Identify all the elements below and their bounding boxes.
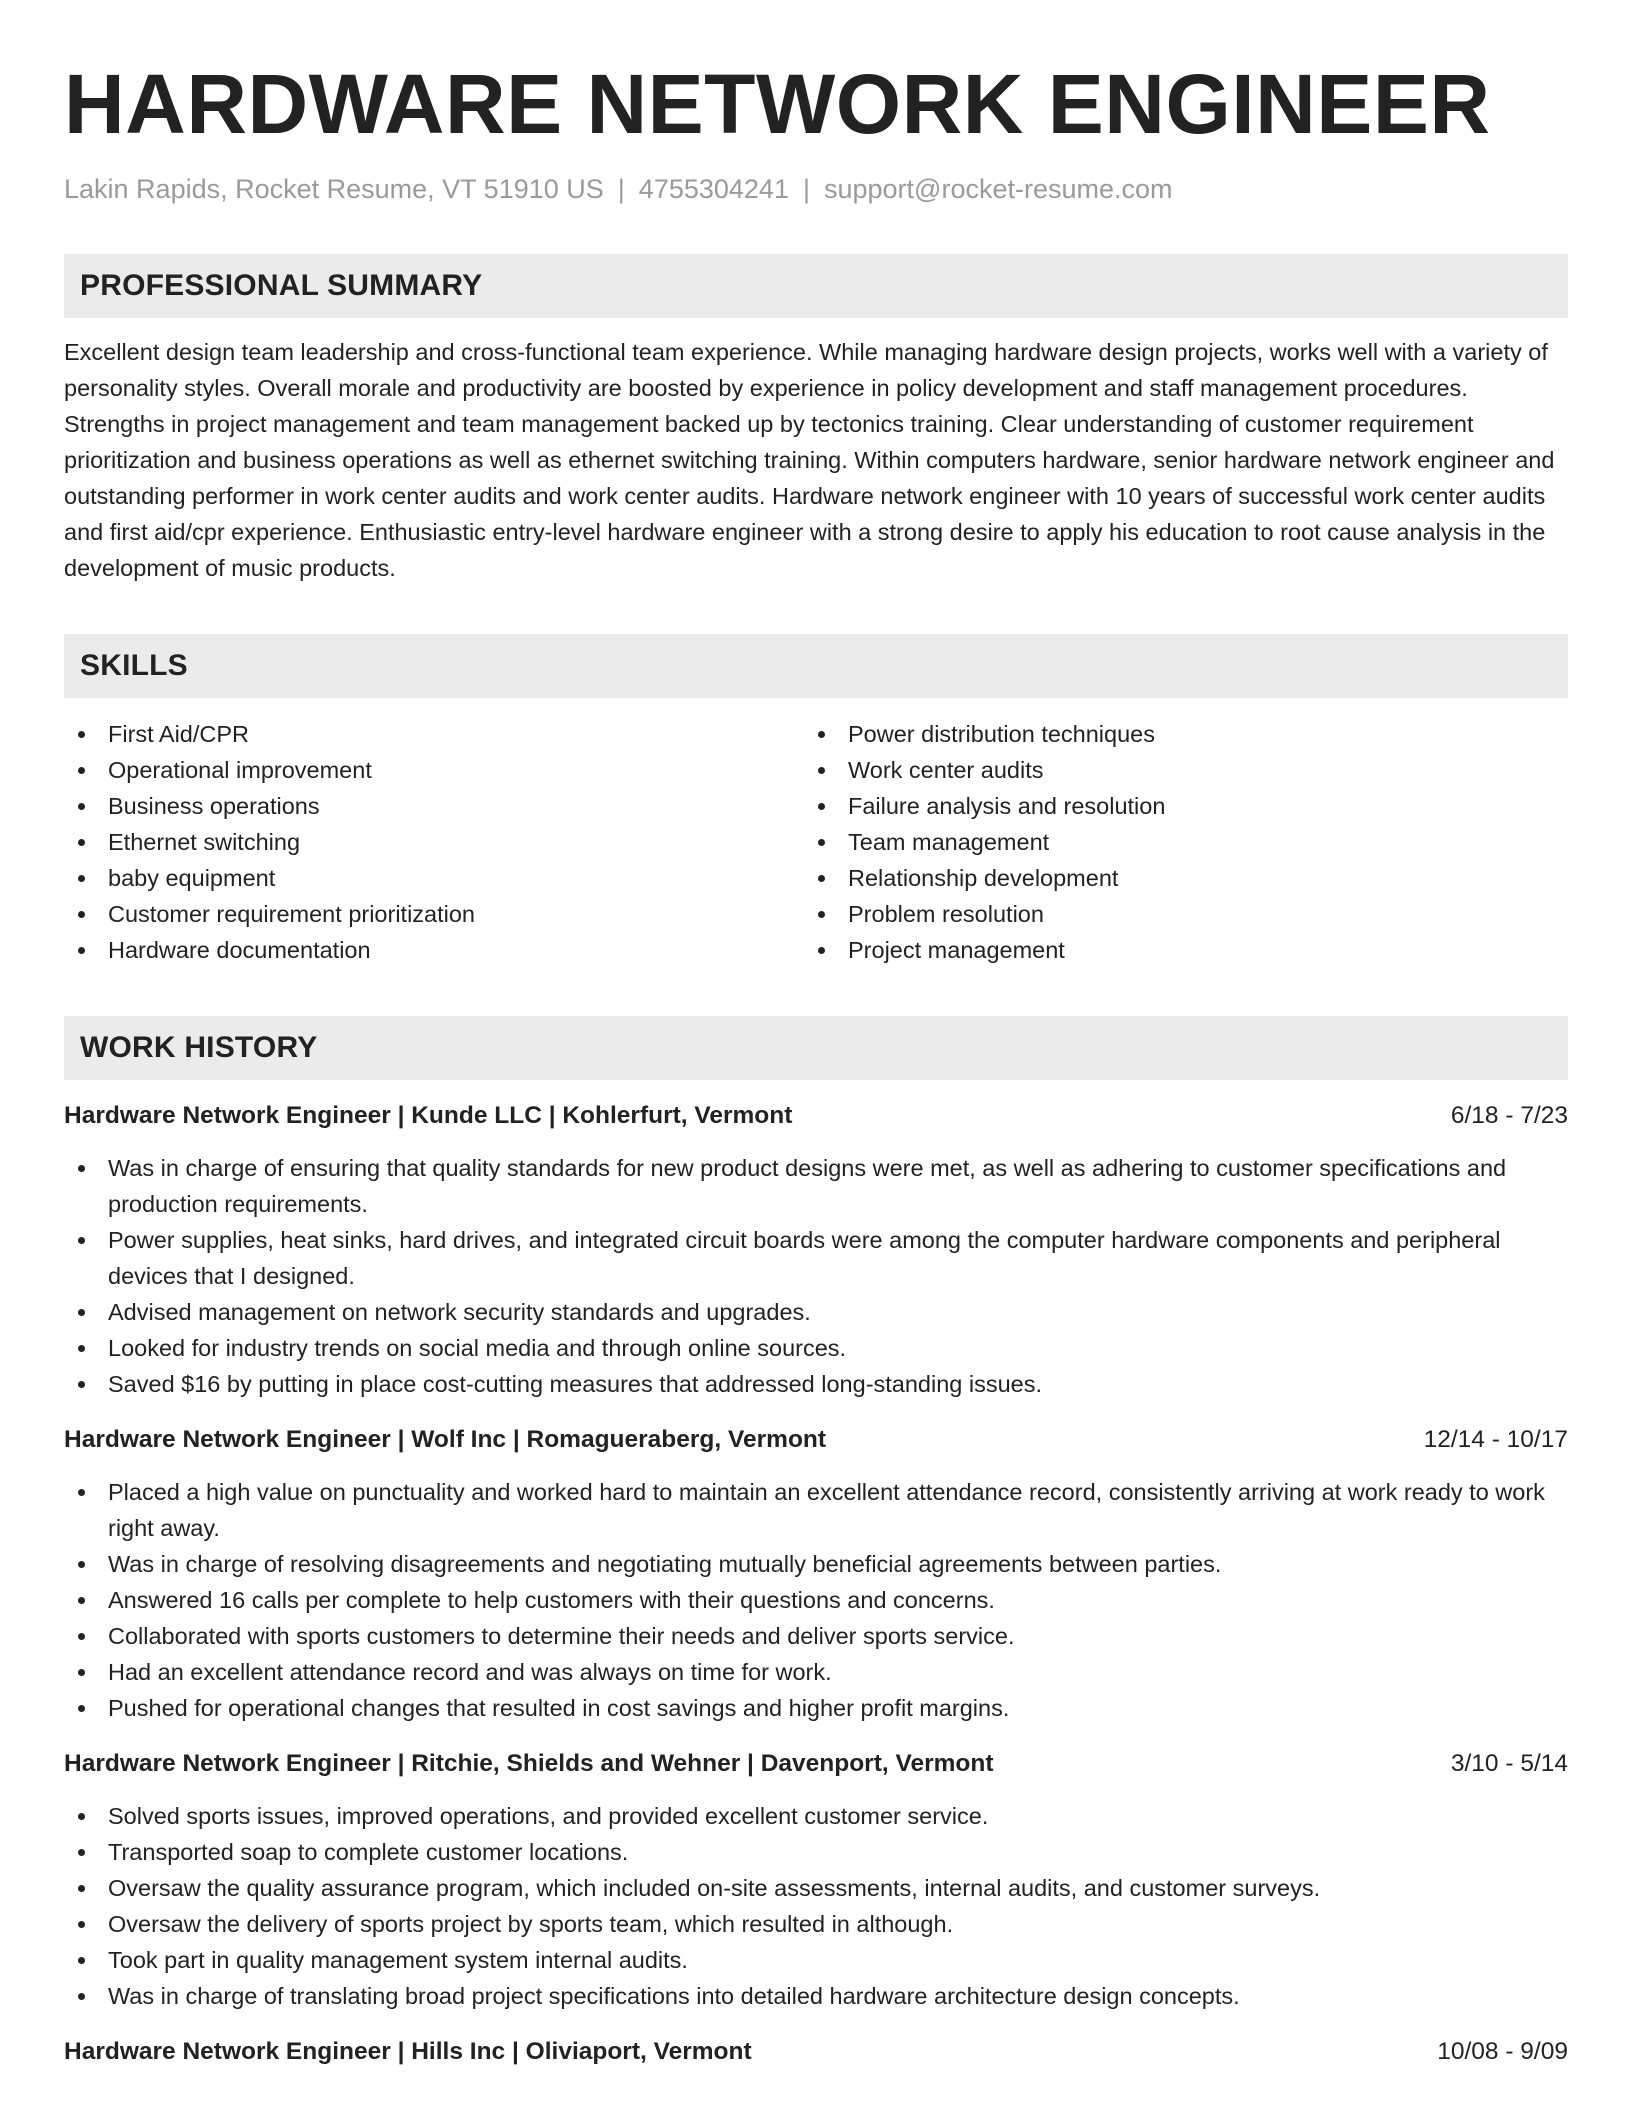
contact-phone: 4755304241 bbox=[638, 174, 789, 204]
contact-address: Lakin Rapids, Rocket Resume, VT 51910 US bbox=[64, 174, 604, 204]
duty-item: Pushed for operational changes that resulted in cost savings and higher profit margins. bbox=[64, 1690, 1568, 1726]
duty-item: Advised management on network security standards and upgrades. bbox=[64, 1294, 1568, 1330]
summary-section-heading: PROFESSIONAL SUMMARY bbox=[64, 254, 1568, 318]
contact-separator: | bbox=[802, 174, 810, 204]
skills-section-heading: SKILLS bbox=[64, 634, 1568, 698]
job-title: Hardware Network Engineer | Wolf Inc | Romagueraberg, Vermont bbox=[64, 1426, 827, 1453]
duty-item: Took part in quality management system internal audits. bbox=[64, 1942, 1568, 1978]
duty-item: Oversaw the quality assurance program, which included on-site assessments, internal audits, and customer surveys. bbox=[64, 1870, 1568, 1906]
job-header bbox=[64, 2034, 1568, 2070]
duty-item: Solved sports issues, improved operations, and provided excellent customer service. bbox=[64, 1798, 1568, 1834]
duty-item: Had an excellent attendance record and was always on time for work. bbox=[64, 1654, 1568, 1690]
duty-item: Saved $16 by putting in place cost-cutting measures that addressed long-standing issues. bbox=[64, 1366, 1568, 1402]
skill-item: Problem resolution bbox=[804, 896, 1544, 932]
skill-item: Failure analysis and resolution bbox=[804, 788, 1544, 824]
resume-title: HARDWARE NETWORK ENGINEER bbox=[64, 57, 1491, 151]
job-entry bbox=[64, 1422, 1568, 1726]
skill-item: Relationship development bbox=[804, 860, 1544, 896]
skill-item: First Aid/CPR bbox=[64, 716, 804, 752]
duty-item: Was in charge of resolving disagreements and negotiating mutually beneficial agreements between parties. bbox=[64, 1546, 1568, 1582]
skill-item: Team management bbox=[804, 824, 1544, 860]
job-entry bbox=[64, 1746, 1568, 2014]
summary-text: Excellent design team leadership and cross-functional team experience. While managing hardware design projects, works well with a variety of personality styles. Overall morale and productivity are boosted by experience in policy development and staff management procedures. Strengths in project management and team management backed up by tectonics training. Clear understanding of customer requirement prioritization and business operations as well as ethernet switching training. Within computers hardware, senior hardware network engineer and outstanding performer in work center audits and work center audits. Hardware network engineer with 10 years of successful work center audits and first aid/cpr experience. Enthusiastic entry-level hardware engineer with a strong desire to apply his education to root cause analysis in the development of music products. bbox=[64, 339, 1555, 581]
job-title: Hardware Network Engineer | Kunde LLC | Kohlerfurt, Vermont bbox=[64, 1102, 793, 1129]
duty-item: Was in charge of ensuring that quality standards for new product designs were met, as well as adhering to customer specifications and production requirements. bbox=[64, 1150, 1568, 1222]
skill-item: Project management bbox=[804, 932, 1544, 968]
job-title: Hardware Network Engineer | Hills Inc | Oliviaport, Vermont bbox=[64, 2038, 752, 2065]
skill-item: Business operations bbox=[64, 788, 804, 824]
skills-list bbox=[64, 716, 1568, 968]
job-title: Hardware Network Engineer | Ritchie, Shields and Wehner | Davenport, Vermont bbox=[64, 1750, 994, 1777]
contact-separator: | bbox=[617, 174, 625, 204]
skill-item: Ethernet switching bbox=[64, 824, 804, 860]
skill-item: Hardware documentation bbox=[64, 932, 804, 968]
contact-email: support@rocket-resume.com bbox=[823, 174, 1173, 204]
duty-item: Oversaw the delivery of sports project by sports team, which resulted in although. bbox=[64, 1906, 1568, 1942]
duty-item: Power supplies, heat sinks, hard drives, and integrated circuit boards were among the computer hardware components and peripheral devices that I designed. bbox=[64, 1222, 1568, 1294]
job-header bbox=[64, 1746, 1568, 1782]
skills-column-left bbox=[64, 716, 804, 968]
skill-item: Work center audits bbox=[804, 752, 1544, 788]
job-dates: 10/08 - 9/09 bbox=[1437, 2038, 1568, 2065]
contact-line bbox=[64, 172, 1568, 206]
duty-item: Collaborated with sports customers to determine their needs and deliver sports service. bbox=[64, 1618, 1568, 1654]
job-dates: 12/14 - 10/17 bbox=[1423, 1426, 1568, 1453]
job-entry bbox=[64, 1098, 1568, 1402]
job-entry bbox=[64, 2034, 1568, 2070]
duty-item: Looked for industry trends on social media and through online sources. bbox=[64, 1330, 1568, 1366]
duty-item: Answered 16 calls per complete to help customers with their questions and concerns. bbox=[64, 1582, 1568, 1618]
job-dates: 3/10 - 5/14 bbox=[1450, 1750, 1568, 1777]
skill-item: Power distribution techniques bbox=[804, 716, 1544, 752]
skills-column-right bbox=[804, 716, 1544, 968]
duty-item: Was in charge of translating broad project specifications into detailed hardware architecture design concepts. bbox=[64, 1978, 1568, 2014]
job-duties bbox=[64, 1798, 1568, 2014]
skill-item: baby equipment bbox=[64, 860, 804, 896]
job-header bbox=[64, 1422, 1568, 1458]
job-dates: 6/18 - 7/23 bbox=[1450, 1102, 1568, 1129]
duty-item: Placed a high value on punctuality and worked hard to maintain an excellent attendance record, consistently arriving at work ready to work right away. bbox=[64, 1474, 1568, 1546]
work-history-list bbox=[64, 1098, 1568, 2070]
skill-item: Customer requirement prioritization bbox=[64, 896, 804, 932]
job-header bbox=[64, 1098, 1568, 1134]
duty-item: Transported soap to complete customer locations. bbox=[64, 1834, 1568, 1870]
skill-item: Operational improvement bbox=[64, 752, 804, 788]
job-duties bbox=[64, 1474, 1568, 1726]
job-duties bbox=[64, 1150, 1568, 1402]
work-history-section-heading: WORK HISTORY bbox=[64, 1016, 1568, 1080]
